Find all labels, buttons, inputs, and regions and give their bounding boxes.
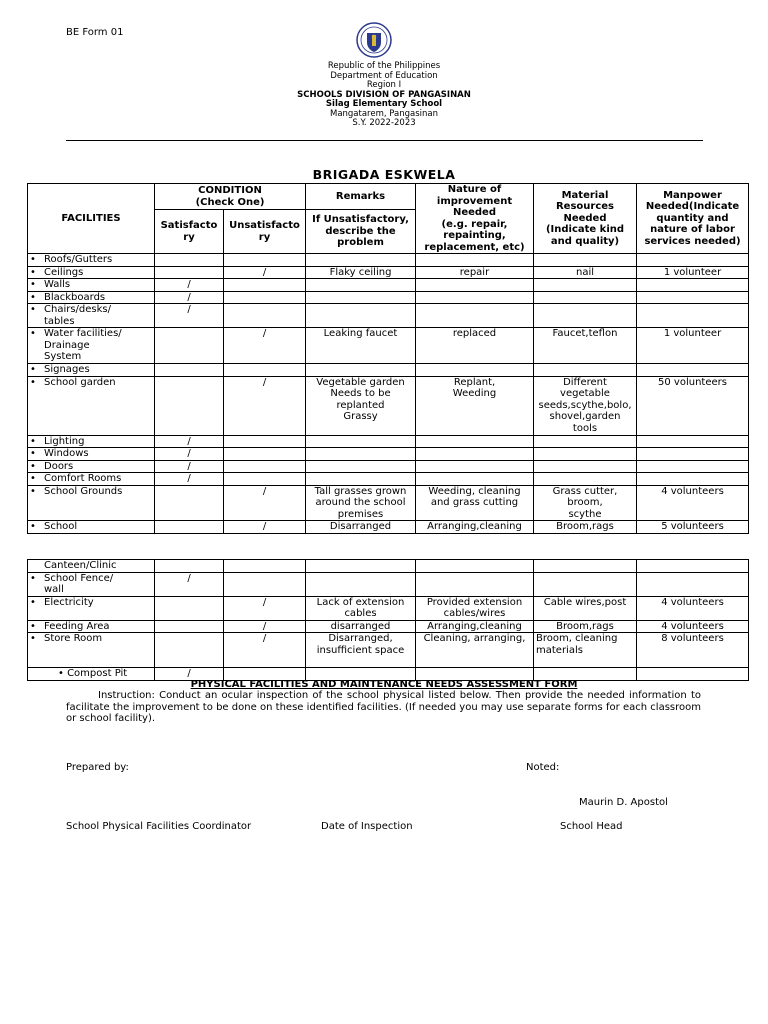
manpower-cell — [637, 254, 749, 267]
remarks-cell — [306, 448, 416, 461]
manpower-cell — [637, 279, 749, 292]
manpower-cell: 1 volunteer — [637, 328, 749, 364]
bullet-icon: • — [30, 328, 36, 339]
facility-cell — [28, 473, 155, 486]
table-row — [28, 485, 749, 521]
remarks-cell — [306, 473, 416, 486]
nature-cell: Replant, Weeding — [416, 376, 534, 435]
facility-cell — [28, 328, 155, 364]
facility-name: Windows — [44, 448, 89, 459]
facility-cell — [28, 364, 155, 377]
nature-cell: Provided extension cables/wires — [416, 596, 534, 620]
satisfactory-check: / — [155, 279, 224, 292]
table-row — [28, 364, 749, 377]
bullet-icon: • — [30, 376, 36, 388]
noted-label: Noted: — [526, 762, 560, 773]
manpower-cell — [637, 304, 749, 328]
satisfactory-check — [155, 254, 224, 267]
remarks-cell: Lack of extension cables — [306, 596, 416, 620]
facility-name: Signages — [44, 364, 90, 375]
table-row — [28, 435, 749, 448]
remarks-cell — [306, 572, 416, 596]
facility-cell — [28, 620, 155, 633]
table-row — [28, 376, 749, 435]
table-row — [28, 633, 749, 668]
satisfactory-check — [155, 633, 224, 668]
header-line-2: Department of Education — [330, 70, 438, 81]
bullet-icon: • — [30, 633, 36, 644]
facility-name: Comfort Rooms — [44, 473, 122, 484]
school-head-label: School Head — [560, 821, 623, 832]
unsatisfactory-check — [224, 254, 306, 267]
manpower-cell — [637, 473, 749, 486]
bullet-icon: • — [30, 596, 36, 608]
facility-cell — [28, 304, 155, 328]
satisfactory-check — [155, 364, 224, 377]
facility-name: School Grounds — [44, 485, 123, 497]
col-satisfactory: Satisfacto ry — [155, 210, 224, 254]
satisfactory-check — [155, 596, 224, 620]
unsatisfactory-check — [224, 364, 306, 377]
manpower-cell — [637, 572, 749, 596]
bullet-icon: • — [30, 572, 36, 584]
unsatisfactory-check — [224, 291, 306, 304]
nature-cell: repair — [416, 266, 534, 279]
table-row — [28, 328, 749, 364]
facility-cell — [28, 291, 155, 304]
col-nature: Nature of improvement Needed (e.g. repair, repainting, replacement, etc) — [416, 184, 534, 254]
manpower-cell: 1 volunteer — [637, 266, 749, 279]
facility-cell — [28, 448, 155, 461]
unsatisfactory-check: / — [224, 266, 306, 279]
header-divider — [66, 140, 703, 141]
unsatisfactory-check — [224, 435, 306, 448]
col-remarks-sub: If Unsatisfactory, describe the problem — [306, 210, 416, 254]
manpower-cell — [637, 291, 749, 304]
facility-cell — [28, 254, 155, 267]
satisfactory-check: / — [155, 448, 224, 461]
remarks-cell — [306, 254, 416, 267]
form-code: BE Form 01 — [66, 27, 124, 38]
satisfactory-check: / — [155, 572, 224, 596]
unsatisfactory-check — [224, 460, 306, 473]
facilities-table-continued — [27, 559, 749, 681]
col-manpower: Manpower Needed(Indicate quantity and nature of labor services needed) — [637, 184, 749, 254]
facility-cell — [28, 633, 155, 668]
facility-cell — [28, 460, 155, 473]
nature-cell — [416, 291, 534, 304]
bullet-icon: • — [30, 254, 36, 265]
satisfactory-check — [155, 620, 224, 633]
remarks-cell: Tall grasses grown around the school premises — [306, 485, 416, 521]
col-remarks: Remarks — [306, 184, 416, 210]
prepared-by-label: Prepared by: — [66, 762, 129, 773]
unsatisfactory-check — [224, 304, 306, 328]
table-row — [28, 448, 749, 461]
table-row — [28, 620, 749, 633]
form-subtitle: PHYSICAL FACILITIES AND MAINTENANCE NEEDS ASSESSMENT FORM — [190, 679, 578, 690]
table-row — [28, 266, 749, 279]
bullet-icon: • — [30, 620, 36, 632]
material-cell — [534, 572, 637, 596]
satisfactory-check — [155, 376, 224, 435]
manpower-cell: 4 volunteers — [637, 485, 749, 521]
facility-cell — [28, 376, 155, 435]
facility-name: Canteen/Clinic — [44, 560, 117, 571]
manpower-cell — [637, 435, 749, 448]
nature-cell — [416, 254, 534, 267]
remarks-cell: disarranged — [306, 620, 416, 633]
satisfactory-check: / — [155, 291, 224, 304]
facility-name: Chairs/desks/ tables — [44, 304, 111, 327]
school-head-name: Maurin D. Apostol — [579, 797, 668, 808]
facility-name: School — [44, 521, 78, 532]
unsatisfactory-check: / — [224, 596, 306, 620]
col-condition: CONDITION (Check One) — [155, 184, 306, 210]
satisfactory-check: / — [155, 460, 224, 473]
bullet-icon: • — [30, 448, 36, 459]
facilities-table — [27, 183, 749, 534]
header-line-3: Region I — [366, 80, 402, 90]
col-facilities: FACILITIES — [28, 184, 155, 254]
col-unsatisfactory: Unsatisfacto ry — [224, 210, 306, 254]
bullet-icon: • — [30, 521, 36, 532]
unsatisfactory-check: / — [224, 620, 306, 633]
unsatisfactory-check — [224, 279, 306, 292]
unsatisfactory-check: / — [224, 328, 306, 364]
table-row — [28, 304, 749, 328]
deped-seal-icon — [356, 22, 392, 58]
bullet-icon: • — [30, 364, 36, 375]
header-school: Silag Elementary School — [325, 99, 443, 109]
nature-cell — [416, 560, 534, 573]
facility-name: Doors — [44, 460, 74, 472]
header-line-1: Republic of the Philippines — [327, 61, 441, 71]
remarks-cell — [306, 291, 416, 304]
material-cell: Different vegetable seeds,scythe,bolo, shovel,garden tools — [534, 376, 637, 435]
facility-name: Roofs/Gutters — [44, 254, 113, 265]
unsatisfactory-check — [224, 448, 306, 461]
material-cell — [534, 254, 637, 267]
unsatisfactory-check: / — [224, 376, 306, 435]
nature-cell: Weeding, cleaning and grass cutting — [416, 485, 534, 521]
facility-name: School garden — [44, 376, 116, 388]
manpower-cell: 50 volunteers — [637, 376, 749, 435]
nature-cell: Arranging,cleaning — [416, 521, 534, 534]
facility-cell — [28, 521, 155, 534]
table-row — [28, 596, 749, 620]
facility-name: • Compost Pit — [58, 668, 128, 679]
bullet-icon: • — [30, 291, 36, 303]
header-location: Mangatarem, Pangasinan — [329, 108, 438, 119]
manpower-cell — [637, 364, 749, 377]
date-of-inspection-label: Date of Inspection — [321, 821, 413, 832]
satisfactory-check: / — [155, 435, 224, 448]
material-cell — [534, 279, 637, 292]
instruction-text: Instruction: Conduct an ocular inspection of the school physical listed below. Then provide the needed information to facilitate the improvement to be done on these identified facilities. (If needed you may use separate forms for each classroom or school facility). — [66, 690, 701, 725]
unsatisfactory-check — [224, 572, 306, 596]
manpower-cell: 5 volunteers — [637, 521, 749, 534]
material-cell — [534, 448, 637, 461]
facility-name: Store Room — [44, 633, 103, 644]
table-row — [28, 521, 749, 534]
unsatisfactory-check: / — [224, 521, 306, 534]
material-cell: Faucet,teflon — [534, 328, 637, 364]
header-division: SCHOOLS DIVISION OF PANGASINAN — [297, 89, 471, 100]
document-title: BRIGADA ESKWELA — [312, 167, 456, 182]
facility-cell — [28, 485, 155, 521]
nature-cell — [416, 448, 534, 461]
facility-name: Walls — [44, 279, 71, 290]
remarks-cell: Vegetable garden Needs to be replanted Grassy — [306, 376, 416, 435]
remarks-cell: Flaky ceiling — [306, 266, 416, 279]
facility-cell — [28, 266, 155, 279]
manpower-cell — [637, 460, 749, 473]
remarks-cell — [306, 560, 416, 573]
header-school-year: S.Y. 2022-2023 — [352, 118, 416, 128]
remarks-cell — [306, 435, 416, 448]
facility-name: Ceilings — [44, 266, 84, 278]
manpower-cell: 4 volunteers — [637, 596, 749, 620]
facility-cell — [28, 596, 155, 620]
manpower-cell: 8 volunteers — [637, 633, 749, 668]
nature-cell — [416, 304, 534, 328]
satisfactory-check: / — [155, 668, 224, 681]
facility-name: Feeding Area — [44, 620, 110, 632]
nature-cell — [416, 473, 534, 486]
bullet-icon: • — [30, 266, 36, 278]
bullet-icon: • — [30, 485, 36, 497]
coordinator-label: School Physical Facilities Coordinator — [66, 821, 252, 832]
facility-name: School Fence/ wall — [44, 572, 114, 595]
manpower-cell — [637, 560, 749, 573]
nature-cell — [416, 460, 534, 473]
satisfactory-check — [155, 266, 224, 279]
table-row — [28, 460, 749, 473]
nature-cell: Arranging,cleaning — [416, 620, 534, 633]
bullet-icon: • — [30, 435, 36, 447]
table-row — [28, 560, 749, 573]
material-cell — [534, 460, 637, 473]
unsatisfactory-check: / — [224, 633, 306, 668]
manpower-cell — [637, 448, 749, 461]
material-cell: Grass cutter, broom, scythe — [534, 485, 637, 521]
nature-cell: Cleaning, arranging, — [416, 633, 534, 668]
satisfactory-check — [155, 560, 224, 573]
table-row — [28, 473, 749, 486]
facility-name: Electricity — [44, 596, 94, 608]
satisfactory-check — [155, 521, 224, 534]
nature-cell — [416, 279, 534, 292]
material-cell — [534, 473, 637, 486]
bullet-icon: • — [30, 304, 36, 315]
bullet-icon: • — [30, 473, 36, 484]
material-cell: nail — [534, 266, 637, 279]
material-cell: Broom,rags — [534, 620, 637, 633]
material-cell — [534, 291, 637, 304]
manpower-cell: 4 volunteers — [637, 620, 749, 633]
satisfactory-check: / — [155, 304, 224, 328]
unsatisfactory-check: / — [224, 485, 306, 521]
remarks-cell — [306, 304, 416, 328]
remarks-cell: Disarranged — [306, 521, 416, 534]
material-cell — [534, 304, 637, 328]
unsatisfactory-check — [224, 473, 306, 486]
col-material: Material Resources Needed (Indicate kind and quality) — [534, 184, 637, 254]
material-cell — [534, 560, 637, 573]
satisfactory-check: / — [155, 473, 224, 486]
material-cell — [534, 364, 637, 377]
facility-name: Water facilities/ Drainage System — [44, 328, 122, 362]
remarks-cell: Disarranged, insufficient space — [306, 633, 416, 668]
table-row — [28, 572, 749, 596]
facility-cell — [28, 435, 155, 448]
material-cell: Broom,rags — [534, 521, 637, 534]
table-row — [28, 291, 749, 304]
material-cell — [534, 435, 637, 448]
facility-cell — [28, 279, 155, 292]
satisfactory-check — [155, 485, 224, 521]
header — [0, 62, 768, 129]
facility-name: Blackboards — [44, 291, 106, 303]
unsatisfactory-check — [224, 560, 306, 573]
nature-cell — [416, 435, 534, 448]
remarks-cell — [306, 460, 416, 473]
bullet-icon: • — [30, 279, 36, 290]
facility-cell — [28, 560, 155, 573]
facility-name: Lighting — [44, 435, 85, 447]
remarks-cell — [306, 364, 416, 377]
nature-cell: replaced — [416, 328, 534, 364]
remarks-cell — [306, 279, 416, 292]
material-cell: Cable wires,post — [534, 596, 637, 620]
nature-cell — [416, 364, 534, 377]
remarks-cell: Leaking faucet — [306, 328, 416, 364]
table-row — [28, 279, 749, 292]
facility-cell — [28, 572, 155, 596]
satisfactory-check — [155, 328, 224, 364]
table-row — [28, 254, 749, 267]
bullet-icon: • — [30, 460, 36, 472]
nature-cell — [416, 572, 534, 596]
material-cell: Broom, cleaning materials — [534, 633, 637, 668]
